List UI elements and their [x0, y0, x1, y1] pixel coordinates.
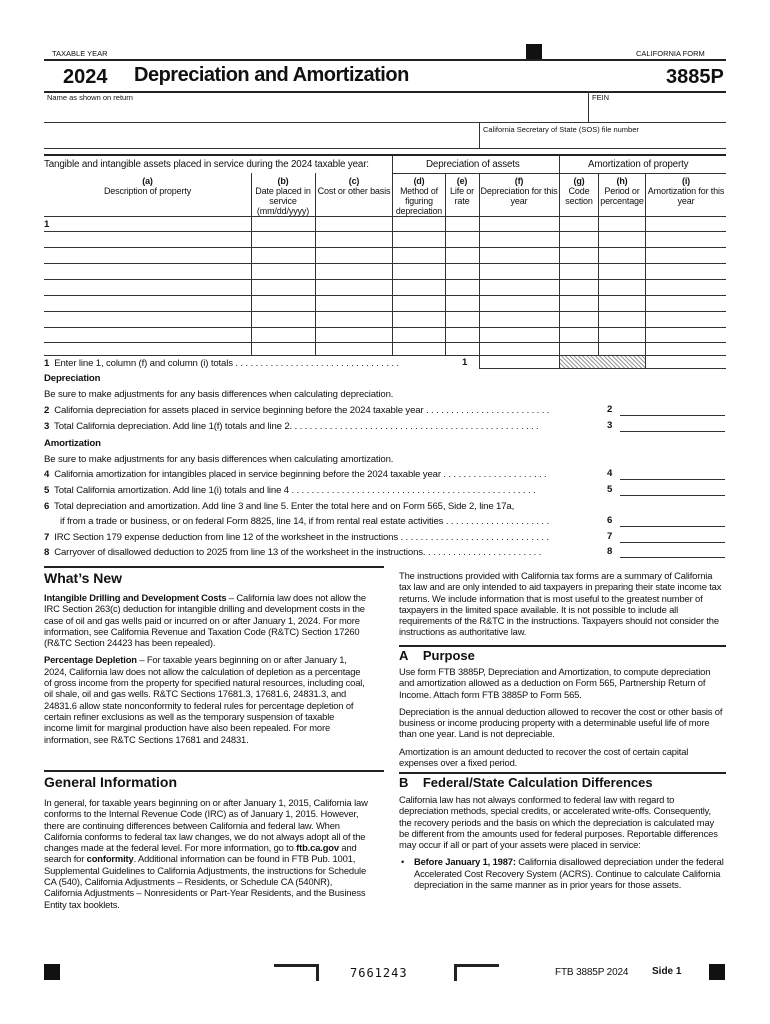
column-f-header: (f) Depreciation for this year [480, 176, 558, 206]
row-1-label: 1 [44, 219, 50, 230]
section-b-text: California law has not always conformed to federal law with regard to depreciation methods, special credits, or accelerated write-offs. Consequently, the recovery periods and the basis on which the depreciation is calculated may be different from the amounts used for federal purposes. Reportable differences may occur if all or part of your assets were placed in service: • Before January 1, 1987: California disallowed depreciation under the federal Accelerated Cost Recovery System (ACRS). Continue to calculate California depreciation in the same manner as in prior years for those assets. [399, 794, 724, 891]
name-field[interactable] [44, 100, 587, 122]
instructions-intro: The instructions provided with California tax forms are a summary of California tax law and are only intended to aid taxpayers in preparing their state income tax returns. We include information that is most useful to the greatest number of taxpayers in the limited space available. It is not possible to include all requirements of the R&TC in the instructions. Taxpayers should not consider the instructions as authoritative law. [399, 570, 722, 638]
line-1-total-f[interactable] [480, 356, 558, 368]
group-depreciation: Depreciation of assets [426, 159, 520, 170]
line-4-field[interactable] [620, 479, 725, 480]
table-row[interactable] [44, 263, 726, 264]
ftb-link[interactable]: ftb.ca.gov [296, 842, 339, 854]
column-a-header: (a) Description of property [103, 176, 192, 196]
whats-new-text: Intangible Drilling and Development Costs – California law does not allow the IRC Section 263(c) deduction for intangible drilling and development costs in the case of oil and gas wells paid or incurred on or after January 1, 2024. For more information, see California Revenue and Taxation Code (R&TC) Section 17260 (R&TC Section 24423 has been repealed). Percentage Depletion – For taxable years beginning on or after January 1, 2024, California law does not allow the calculation of depletion as a percentage of gross income from the property for specified natural resources, including coal, oil shale, oil and gas wells. R&TC Sections 17681.3, 17681.6, 24831.3, and 24831.6 allow state nonconformity to federal rules for percentage depletion of certain refiner exclusions as well as the temporary suspension of taxable income limit for marginal production have also been repealed. For more information, see R&TC Sections 17681 and 24831. [44, 592, 366, 745]
column-c-header: (c) Cost or other basis [317, 176, 391, 196]
page-title: Depreciation and Amortization [134, 64, 409, 86]
column-g-header: (g) Code section [565, 176, 593, 206]
column-i-header: (i) Amortization for this year [647, 176, 725, 206]
line-4: 4 California amortization for intangibles placed in service beginning before the 2024 taxable year . . . . . . . . . . . . . . . . . . . . . [44, 469, 547, 480]
section-a-heading: A Purpose [399, 648, 475, 663]
table-row[interactable] [44, 327, 726, 328]
line-4-ref: 4 [607, 468, 613, 479]
bullet-icon: • [401, 856, 405, 868]
california-form-label: CALIFORNIA FORM [636, 49, 705, 58]
line-3-field[interactable] [620, 431, 725, 432]
whats-new-heading: What’s New [44, 570, 123, 586]
section-a-text: Use form FTB 3885P, Depreciation and Amortization, to compute depreciation and amortization allowed as a deduction on Form 565, Partnership Return of Income. Attach form FTB 3885P to Form 565. Depreciation is the annual deduction allowed to recover the cost or other basis of business or income producing property with a determinable useful life of more than one year. Land is not depreciable. Amortization is an amount deducted to recover the cost of certain capital expenses over a fixed period. [399, 666, 723, 769]
table-row[interactable] [44, 247, 726, 248]
line-5-field[interactable] [620, 495, 725, 496]
line-8-ref: 8 [607, 546, 613, 557]
line-5: 5 Total California amortization. Add line 1(i) totals and line 4 . . . . . . . . . . . . . . . . . . . . . . . . . . . . . . . . . . . . . . . . . . . . . . . . . [44, 485, 536, 496]
tax-year: 2024 [63, 66, 108, 88]
column-b-header: (b) Date placed in service (mm/dd/yyyy) [255, 176, 311, 216]
taxable-year-label: TAXABLE YEAR [52, 49, 108, 58]
registration-mark-bottom-right [709, 964, 725, 980]
column-e-header: (e) Life or rate [450, 176, 474, 206]
sos-label: California Secretary of State (SOS) file number [483, 125, 639, 134]
hatched-cell [560, 356, 645, 368]
line-7-ref: 7 [607, 531, 613, 542]
line-2-ref: 2 [607, 404, 613, 415]
line-5-ref: 5 [607, 484, 613, 495]
line-1: 1 Enter line 1, column (f) and column (i) totals . . . . . . . . . . . . . . . . . . . . . . . . . . . . . . . . . [44, 358, 399, 369]
column-h-header: (h) Period or percentage [600, 176, 644, 206]
table-row[interactable] [44, 231, 726, 232]
depreciation-note: Be sure to make adjustments for any basis differences when calculating depreciation. [44, 389, 394, 400]
table-row[interactable] [44, 342, 726, 343]
column-d-header: (d) Method of figuring depreciation [395, 176, 443, 216]
line-6-ref: 6 [607, 515, 613, 526]
fein-label: FEIN [592, 93, 610, 102]
line-7-field[interactable] [620, 542, 725, 543]
line-1-total-i[interactable] [646, 356, 726, 368]
line-7: 7 IRC Section 179 expense deduction from line 12 of the worksheet in the instructions . . . . . . . . . . . . . . . . . . . . . . . . . . . . . . [44, 532, 549, 543]
line-8: 8 Carryover of disallowed deduction to 2025 from line 13 of the worksheet in the instructions. . . . . . . . . . . . . . . . . . . . . . . . [44, 547, 542, 558]
section-depreciation: Depreciation [44, 373, 101, 384]
line-8-field[interactable] [620, 557, 725, 558]
section-b-heading: B Federal/State Calculation Differences [399, 775, 653, 790]
line-3: 3 Total California depreciation. Add line 1(f) totals and line 2. . . . . . . . . . . . . . . . . . . . . . . . . . . . . . . . . . . . . . . . . . . . . . . . . . [44, 421, 539, 432]
general-info-text: In general, for taxable years beginning on or after January 1, 2015, California law conforms to the Internal Revenue Code (IRC) as of January 1, 2015. However, there are continuing differences between California and federal law. When California conforms to federal tax law changes, we do not always adopt all of the changes made at the federal level. For more information, go to ftb.ca.gov and search for conformity. Additional information can be found in FTB Pub. 1001, Supplemental Guidelines to California Adjustments, the instructions for Schedule CA (540), California Adjustments – Residents, or Schedule CA (540NR), California Adjustments – Nonresidents or Part-Year Residents, and the Business Entity tax booklets. [44, 797, 368, 910]
line-6-cont: if from a trade or business, or on federal Form 8825, line 14, if from rental real estate activities . . . . . . . . . . . . . . . . . . . . . [60, 516, 549, 527]
table-row[interactable] [44, 279, 726, 280]
registration-mark-top [526, 44, 542, 60]
line-2: 2 California depreciation for assets placed in service beginning before the 2024 taxable year . . . . . . . . . . . . . . . . . . . . . . . . . [44, 405, 550, 416]
corner-bracket-right [454, 964, 499, 981]
line-6: 6 Total depreciation and amortization. Add line 3 and line 5. Enter the total here and on Form 565, Side 2, line 17a, [44, 501, 515, 512]
line-6-field[interactable] [620, 526, 725, 527]
registration-mark-bottom-left [44, 964, 60, 980]
group-amortization: Amortization of property [588, 159, 689, 170]
line-3-ref: 3 [607, 420, 613, 431]
table-row[interactable] [44, 295, 726, 296]
table-row[interactable] [44, 311, 726, 312]
corner-bracket-left [274, 964, 319, 981]
name-label: Name as shown on return [47, 93, 133, 102]
table-intro: Tangible and intangible assets placed in service during the 2024 taxable year: [44, 159, 369, 170]
amortization-note: Be sure to make adjustments for any basis differences when calculating amortization. [44, 454, 394, 465]
footer-side: Side 1 [652, 966, 682, 977]
section-amortization: Amortization [44, 438, 101, 449]
form-number: 3885P [666, 66, 724, 88]
fein-field[interactable] [589, 100, 726, 122]
footer-form-id: FTB 3885P 2024 [555, 967, 629, 978]
barcode-number: 7661243 [350, 966, 408, 980]
sos-field[interactable] [480, 134, 726, 148]
general-info-heading: General Information [44, 774, 178, 790]
line-2-field[interactable] [620, 415, 725, 416]
line-1-ref: 1 [462, 357, 468, 368]
